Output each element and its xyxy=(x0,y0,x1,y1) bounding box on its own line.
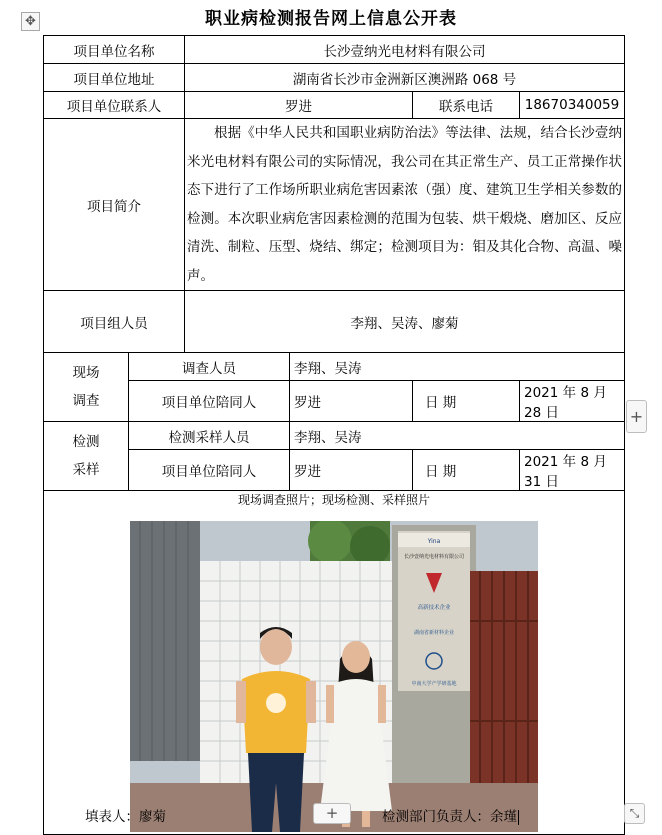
contact-label: 项目单位联系人 xyxy=(44,92,185,119)
table-move-handle-icon[interactable]: ✥ xyxy=(21,12,40,31)
testing-date-label: 日 期 xyxy=(413,450,520,491)
testing-label-line-2: 采样 xyxy=(72,462,100,478)
contact-value[interactable]: 罗进 xyxy=(185,92,413,119)
address-value[interactable]: 湖南省长沙市金洲新区澳洲路 068 号 xyxy=(185,64,625,92)
members-label: 项目组人员 xyxy=(44,291,185,353)
survey-label xyxy=(44,353,129,422)
address-label: 项目单位地址 xyxy=(44,64,185,92)
site-photo[interactable] xyxy=(130,521,538,832)
table-row xyxy=(44,422,625,450)
testing-companion-label: 项目单位陪同人 xyxy=(129,450,290,491)
table-row xyxy=(44,119,625,291)
site-photo-image xyxy=(130,521,538,832)
intro-label: 项目简介 xyxy=(44,119,185,291)
table-row xyxy=(44,381,625,422)
resize-icon[interactable]: ⤡ xyxy=(624,803,645,824)
survey-label-line-2: 调查 xyxy=(72,393,100,409)
supervisor-text: 检测部门负责人：余瑾 xyxy=(382,809,517,825)
survey-companion-label: 项目单位陪同人 xyxy=(129,381,290,422)
table-row xyxy=(44,92,625,119)
name-label: 项目单位名称 xyxy=(44,36,185,64)
add-row-button[interactable]: + xyxy=(313,803,351,824)
table-row xyxy=(44,353,625,381)
sampler-label: 检测采样人员 xyxy=(129,422,290,450)
members-value[interactable]: 李翔、吴涛、廖菊 xyxy=(185,291,625,353)
testing-label-line-1: 检测 xyxy=(72,434,100,450)
sampler-value[interactable]: 李翔、吴涛 xyxy=(290,422,625,450)
survey-date-label: 日 期 xyxy=(413,381,520,422)
testing-date-value[interactable]: 2021 年 8 月 31 日 xyxy=(520,450,625,491)
survey-label-line-1: 现场 xyxy=(72,365,100,381)
table-row xyxy=(44,450,625,491)
investigator-label: 调查人员 xyxy=(129,353,290,381)
phone-value[interactable]: 18670340059 xyxy=(520,92,625,119)
document-title: 职业病检测报告网上信息公开表 xyxy=(205,9,457,29)
investigator-value[interactable]: 李翔、吴涛 xyxy=(290,353,625,381)
filler-text: 填表人：廖菊 xyxy=(85,809,166,825)
add-column-button[interactable]: + xyxy=(626,400,647,433)
phone-label: 联系电话 xyxy=(413,92,520,119)
supervisor-field[interactable] xyxy=(382,805,519,825)
testing-companion-value[interactable]: 罗进 xyxy=(290,450,413,491)
disclosure-table xyxy=(43,35,625,835)
intro-cell[interactable] xyxy=(185,119,625,291)
table-row xyxy=(44,291,625,353)
testing-label xyxy=(44,422,129,491)
intro-text: 根据《中华人民共和国职业病防治法》等法律、法规，结合长沙壹纳米光电材料有限公司的实际情况，我公司在其正常生产、员工正常操作状态下进行了工作场所职业病危害因素浓（强）度、建筑卫生学相关参数的检测。本次职业病危害因素检测的范围为包装、烘干煅烧、磨加区、反应清洗、制粒、压型、烧结、绑定；检测项目为：钼及其化合物、高温、噪声。 xyxy=(187,125,622,284)
sign-company-text: 长沙壹纳光电材料有限公司 xyxy=(403,554,465,560)
sign-line-2: 湖南省新材料企业 xyxy=(413,630,455,636)
sign-line-1: 高新技术企业 xyxy=(417,605,451,611)
table-row xyxy=(44,64,625,92)
text-cursor xyxy=(518,810,519,825)
photo-cell[interactable] xyxy=(44,491,625,835)
name-value[interactable]: 长沙壹纳光电材料有限公司 xyxy=(185,36,625,64)
photo-caption: 现场调查照片；现场检测、采样照片 xyxy=(237,493,430,507)
sign-logo-text: Yina xyxy=(427,538,441,545)
table-row xyxy=(44,491,625,835)
survey-companion-value[interactable]: 罗进 xyxy=(290,381,413,422)
sign-line-3: 中南大学产学研基地 xyxy=(411,681,457,687)
table-row xyxy=(44,36,625,64)
survey-date-value[interactable]: 2021 年 8 月 28 日 xyxy=(520,381,625,422)
